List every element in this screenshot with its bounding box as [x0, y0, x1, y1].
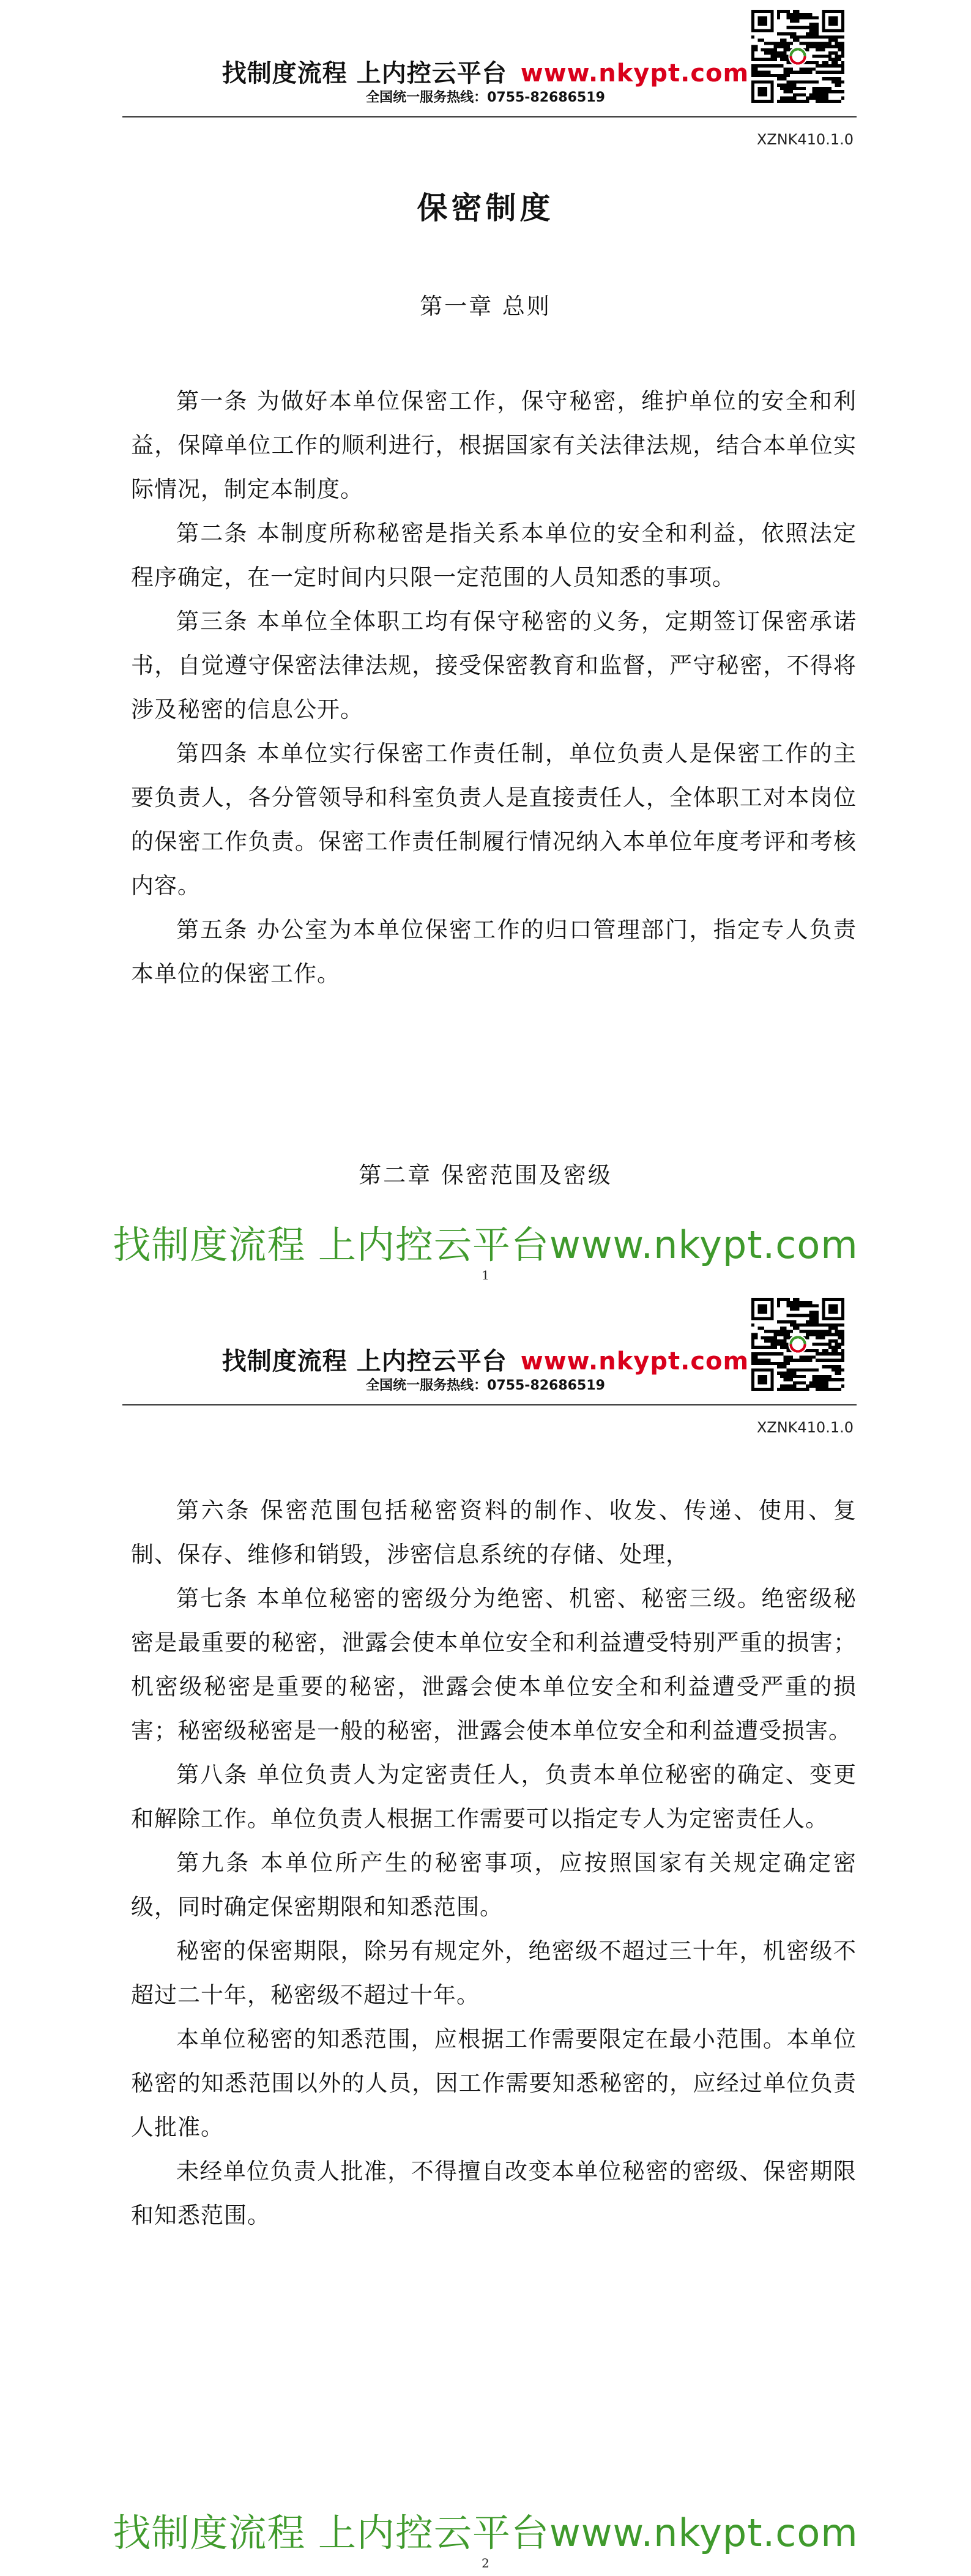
article-9-approval: 未经单位负责人批准，不得擅自改变本单位秘密的密级、保密期限和知悉范围。 [131, 2158, 857, 2228]
article-9-retention: 秘密的保密期限，除另有规定外，绝密级不超过三十年，机密级不超过二十年，秘密级不超过十年。 [131, 1938, 857, 2008]
article-4: 第四条 本单位实行保密工作责任制，单位负责人是保密工作的主要负责人，各分管领导和科室负责人是直接责任人，全体职工对本岗位的保密工作负责。保密工作责任制履行情况纳入本单位年度考评和考核内容。 [131, 740, 857, 899]
header-divider [122, 1404, 857, 1405]
chapter-heading-1: 第一章 总则 [420, 293, 551, 319]
watermark-banner: 找制度流程 上内控云平台www.nkypt.com [113, 1223, 858, 1267]
article-7: 第七条 本单位秘密的密级分为绝密、机密、秘密三级。绝密级秘密是最重要的秘密，泄露会使本单位安全和利益遭受特别严重的损害；机密级秘密是重要的秘密，泄露会使本单位安全和利益遭受严重的损害；秘密级秘密是一般的秘密，泄露会使本单位安全和利益遭受损害。 [131, 1585, 857, 1744]
header-url-link[interactable]: www.nkypt.com [520, 1347, 750, 1375]
article-6: 第六条 保密范围包括秘密资料的制作、收发、传递、使用、复制、保存、维修和销毁，涉密信息系统的存储、处理， [131, 1497, 857, 1568]
article-8: 第八条 单位负责人为定密责任人，负责本单位秘密的确定、变更和解除工作。单位负责人根据工作需要可以指定专人为定密责任人。 [131, 1762, 857, 1832]
header-divider [122, 116, 857, 117]
document-page-2 [0, 1288, 971, 2576]
page-2-body [131, 1489, 857, 2238]
header-brand: 找制度流程 上内控云平台 [221, 59, 507, 87]
article-2: 第二条 本制度所称秘密是指关系本单位的安全和利益，依照法定程序确定，在一定时间内只限一定范围的人员知悉的事项。 [131, 520, 857, 590]
service-hotline: 全国统一服务热线：0755-82686519 [366, 1378, 605, 1393]
article-3: 第三条 本单位全体职工均有保守秘密的义务，定期签订保密承诺书，自觉遵守保密法律法规，接受保密教育和监督，严守秘密，不得将涉及秘密的信息公开。 [131, 608, 857, 723]
header-url-link[interactable]: www.nkypt.com [520, 59, 750, 87]
article-5: 第五条 办公室为本单位保密工作的归口管理部门，指定专人负责本单位的保密工作。 [131, 917, 857, 987]
chapter-heading-2: 第二章 保密范围及密级 [359, 1162, 612, 1188]
article-9: 第九条 本单位所产生的秘密事项，应按照国家有关规定确定密级，同时确定保密期限和知悉范围。 [131, 1850, 857, 1920]
document-code: XZNK410.1.0 [756, 1419, 854, 1436]
page-number: 2 [482, 2556, 489, 2570]
article-1: 第一条 为做好本单位保密工作，保守秘密，维护单位的安全和利益，保障单位工作的顺利进行，根据国家有关法律法规，结合本单位实际情况，制定本制度。 [131, 388, 857, 502]
header-brand: 找制度流程 上内控云平台 [221, 1347, 507, 1375]
watermark-banner: 找制度流程 上内控云平台www.nkypt.com [113, 2511, 858, 2555]
document-code: XZNK410.1.0 [756, 131, 854, 148]
page-1-body [131, 379, 857, 996]
page-number: 1 [482, 1268, 489, 1282]
qr-code-icon [751, 10, 844, 103]
qr-code-icon [751, 1298, 844, 1391]
document-title: 保密制度 [417, 190, 554, 226]
article-9-scope: 本单位秘密的知悉范围，应根据工作需要限定在最小范围。本单位秘密的知悉范围以外的人员，因工作需要知悉秘密的，应经过单位负责人批准。 [131, 2026, 857, 2140]
service-hotline: 全国统一服务热线：0755-82686519 [366, 90, 605, 105]
